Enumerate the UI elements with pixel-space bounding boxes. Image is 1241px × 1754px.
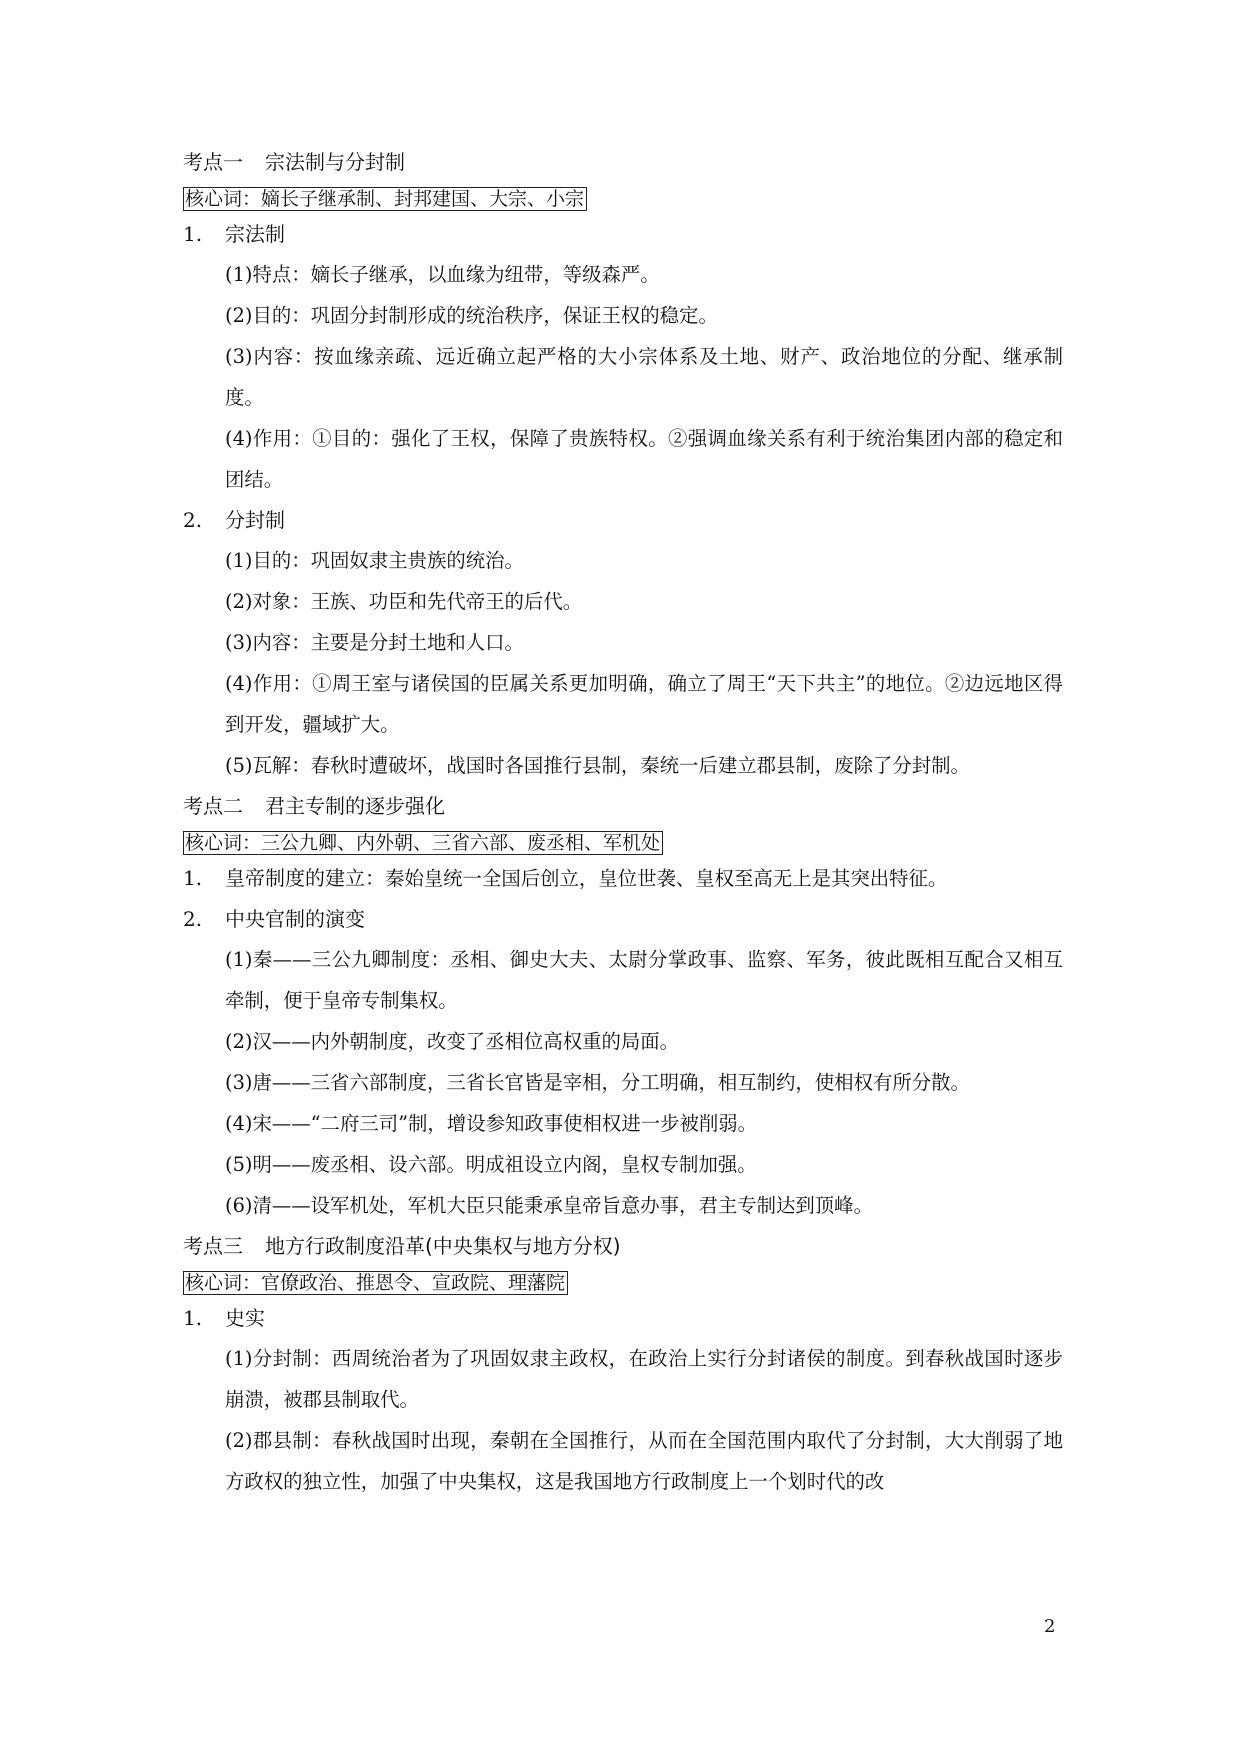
section-title <box>183 148 1063 176</box>
page-number: 2 <box>1044 1616 1056 1637</box>
section-title-text: 宗法制与分封制 <box>265 150 405 174</box>
list-item: (3)内容：主要是分封土地和人口。 <box>225 631 524 654</box>
section-key: 考点二 <box>183 794 243 818</box>
subheading-number: 2. <box>183 907 203 931</box>
subheading-number: 1. <box>183 1306 203 1330</box>
list-item: (2)汉——内外朝制度，改变了丞相位高权重的局面。 <box>225 1030 680 1053</box>
list-item: (3)内容：按血缘亲疏、远近确立起严格的大小宗体系及土地、财产、政治地位的分配、继承制度。 <box>225 345 1063 409</box>
subheading <box>183 864 1063 893</box>
section-title <box>183 792 1063 820</box>
keywords-box: 核心词：官僚政治、推恩令、宣政院、理藩院 <box>183 1271 568 1295</box>
subheading-body: 秦始皇统一全国后创立，皇位世袭、皇权至高无上是其突出特征。 <box>385 867 948 890</box>
section-title <box>183 1232 1063 1260</box>
subheading-text: 宗法制 <box>225 222 285 246</box>
list-item: (1)目的：巩固奴隶主贵族的统治。 <box>225 549 524 572</box>
list-item: (5)瓦解：春秋时遭破坏，战国时各国推行县制，秦统一后建立郡县制，废除了分封制。 <box>225 754 970 777</box>
subheading <box>183 220 1063 248</box>
subheading-number: 2. <box>183 508 203 532</box>
list-item: (5)明——废丞相、设六部。明成祖设立内阁，皇权专制加强。 <box>225 1153 757 1176</box>
document-content <box>183 148 1063 1508</box>
section-key: 考点一 <box>183 150 243 174</box>
list-item: (3)唐——三省六部制度，三省长官皆是宰相，分工明确，相互制约，使相权有所分散。 <box>225 1071 970 1094</box>
subheading-text: 史实 <box>225 1306 265 1330</box>
section-title-text: 地方行政制度沿革(中央集权与地方分权) <box>265 1234 621 1258</box>
list-item: (4)宋——“二府三司”制，增设参知政事使相权进一步被削弱。 <box>225 1112 758 1135</box>
subheading <box>183 1304 1063 1332</box>
keywords-box: 核心词：嫡长子继承制、封邦建国、大宗、小宗 <box>183 187 587 211</box>
subheading <box>183 506 1063 534</box>
list-item: (6)清——设军机处，军机大臣只能秉承皇帝旨意办事，君主专制达到顶峰。 <box>225 1194 873 1217</box>
list-item: (2)对象：王族、功臣和先代帝王的后代。 <box>225 590 583 613</box>
subheading-text: 中央官制的演变 <box>225 907 365 931</box>
list-item: (2)郡县制：春秋战国时出现，秦朝在全国推行，从而在全国范围内取代了分封制，大大削弱了地方政权的独立性，加强了中央集权，这是我国地方行政制度上一个划时代的改 <box>225 1429 1063 1493</box>
subheading-number: 1. <box>183 866 203 890</box>
keywords-box: 核心词：三公九卿、内外朝、三省六部、废丞相、军机处 <box>183 831 663 855</box>
section-key: 考点三 <box>183 1234 243 1258</box>
list-item: (1)特点：嫡长子继承，以血缘为纽带，等级森严。 <box>225 263 660 286</box>
list-item: (4)作用：①周王室与诸侯国的臣属关系更加明确，确立了周王“天下共主”的地位。②边远地区得到开发，疆域扩大。 <box>225 672 1063 736</box>
list-item: (1)秦——三公九卿制度：丞相、御史大夫、太尉分掌政事、监察、军务，彼此既相互配合又相互牵制，便于皇帝专制集权。 <box>225 948 1063 1012</box>
subheading-text: 皇帝制度的建立： <box>225 866 385 890</box>
list-item: (1)分封制：西周统治者为了巩固奴隶主政权，在政治上实行分封诸侯的制度。到春秋战国时逐步崩溃，被郡县制取代。 <box>225 1347 1063 1411</box>
subheading-number: 1. <box>183 222 203 246</box>
subheading-text: 分封制 <box>225 508 285 532</box>
list-item: (2)目的：巩固分封制形成的统治秩序，保证王权的稳定。 <box>225 304 718 327</box>
list-item: (4)作用：①目的：强化了王权，保障了贵族特权。②强调血缘关系有利于统治集团内部的稳定和团结。 <box>225 427 1063 491</box>
section-title-text: 君主专制的逐步强化 <box>265 794 445 818</box>
subheading <box>183 905 1063 933</box>
